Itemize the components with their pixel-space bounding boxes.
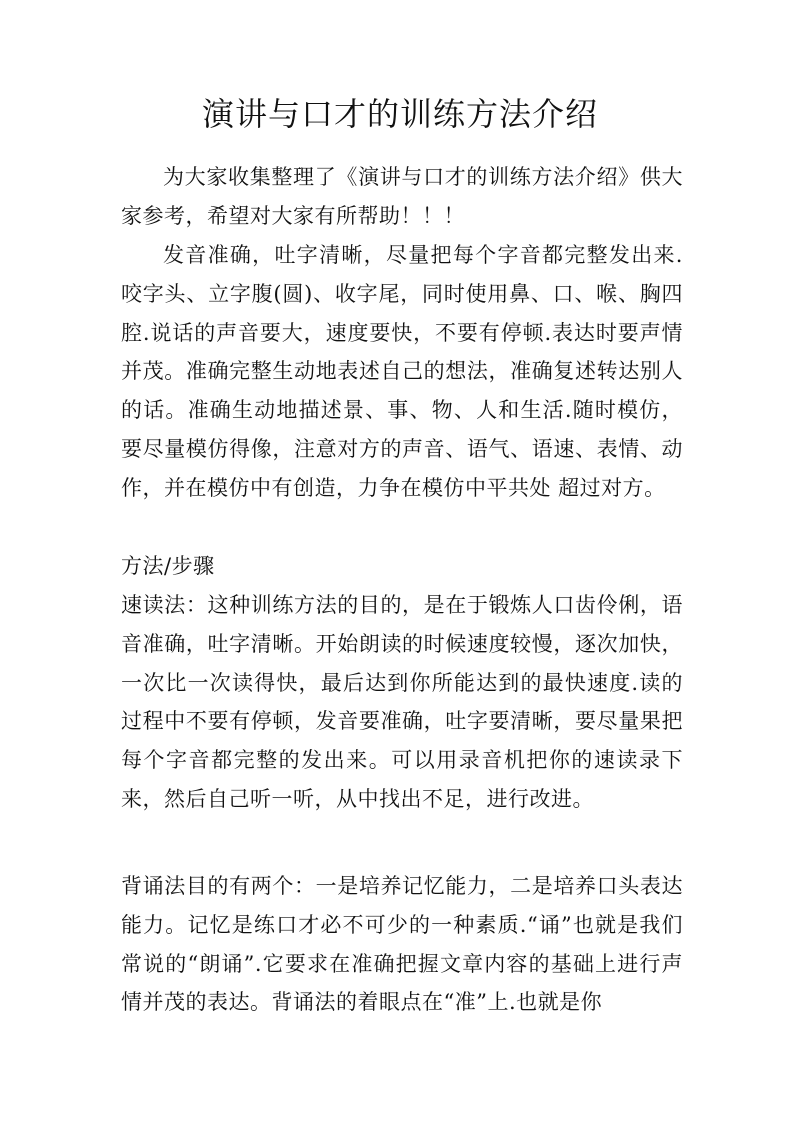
recitation-paragraph: 背诵法目的有两个：一是培养记忆能力，二是培养口头表达能力。记忆是练口才必不可少的一种素质.“诵”也就是我们常说的“朗诵”.它要求在准确把握文章内容的基础上进行声情并茂的表达。背诵法的着眼点在“准”上.也就是你 — [121, 874, 683, 1015]
document-title: 演讲与口才的训练方法介绍 — [201, 95, 598, 133]
methods-heading: 方法/步骤 — [121, 554, 215, 578]
intro-paragraph: 为大家收集整理了《演讲与口才的训练方法介绍》供大家参考，希望对大家有所帮助！！！ — [121, 165, 683, 228]
pronunciation-paragraph: 发音准确，吐字清晰，尽量把每个字音都完整发出来.咬字头、立字腹(圆)、收字尾，同时使用鼻、口、喉、胸四腔.说话的声音要大，速度要快，不要有停顿.表达时要声情并茂。准确完整生动地表述自己的想法，准确复述转达别人的话。准确生动地描述景、事、物、人和生活.随时模仿，要尽量模仿得像，注意对方的声音、语气、语速、表情、动作，并在模仿中有创造，力争在模仿中平共处 超过对方。 — [121, 243, 683, 500]
speed-reading-paragraph: 速读法：这种训练方法的目的，是在于锻炼人口齿伶俐，语音准确，吐字清晰。开始朗读的时候速度较慢，逐次加快，一次比一次读得快，最后达到你所能达到的最快速度.读的过程中不要有停顿，发音要准确，吐字要清晰，要尽量果把每个字音都完整的发出来。可以用录音机把你的速读录下来，然后自己听一听，从中找出不足，进行改进。 — [121, 593, 683, 811]
